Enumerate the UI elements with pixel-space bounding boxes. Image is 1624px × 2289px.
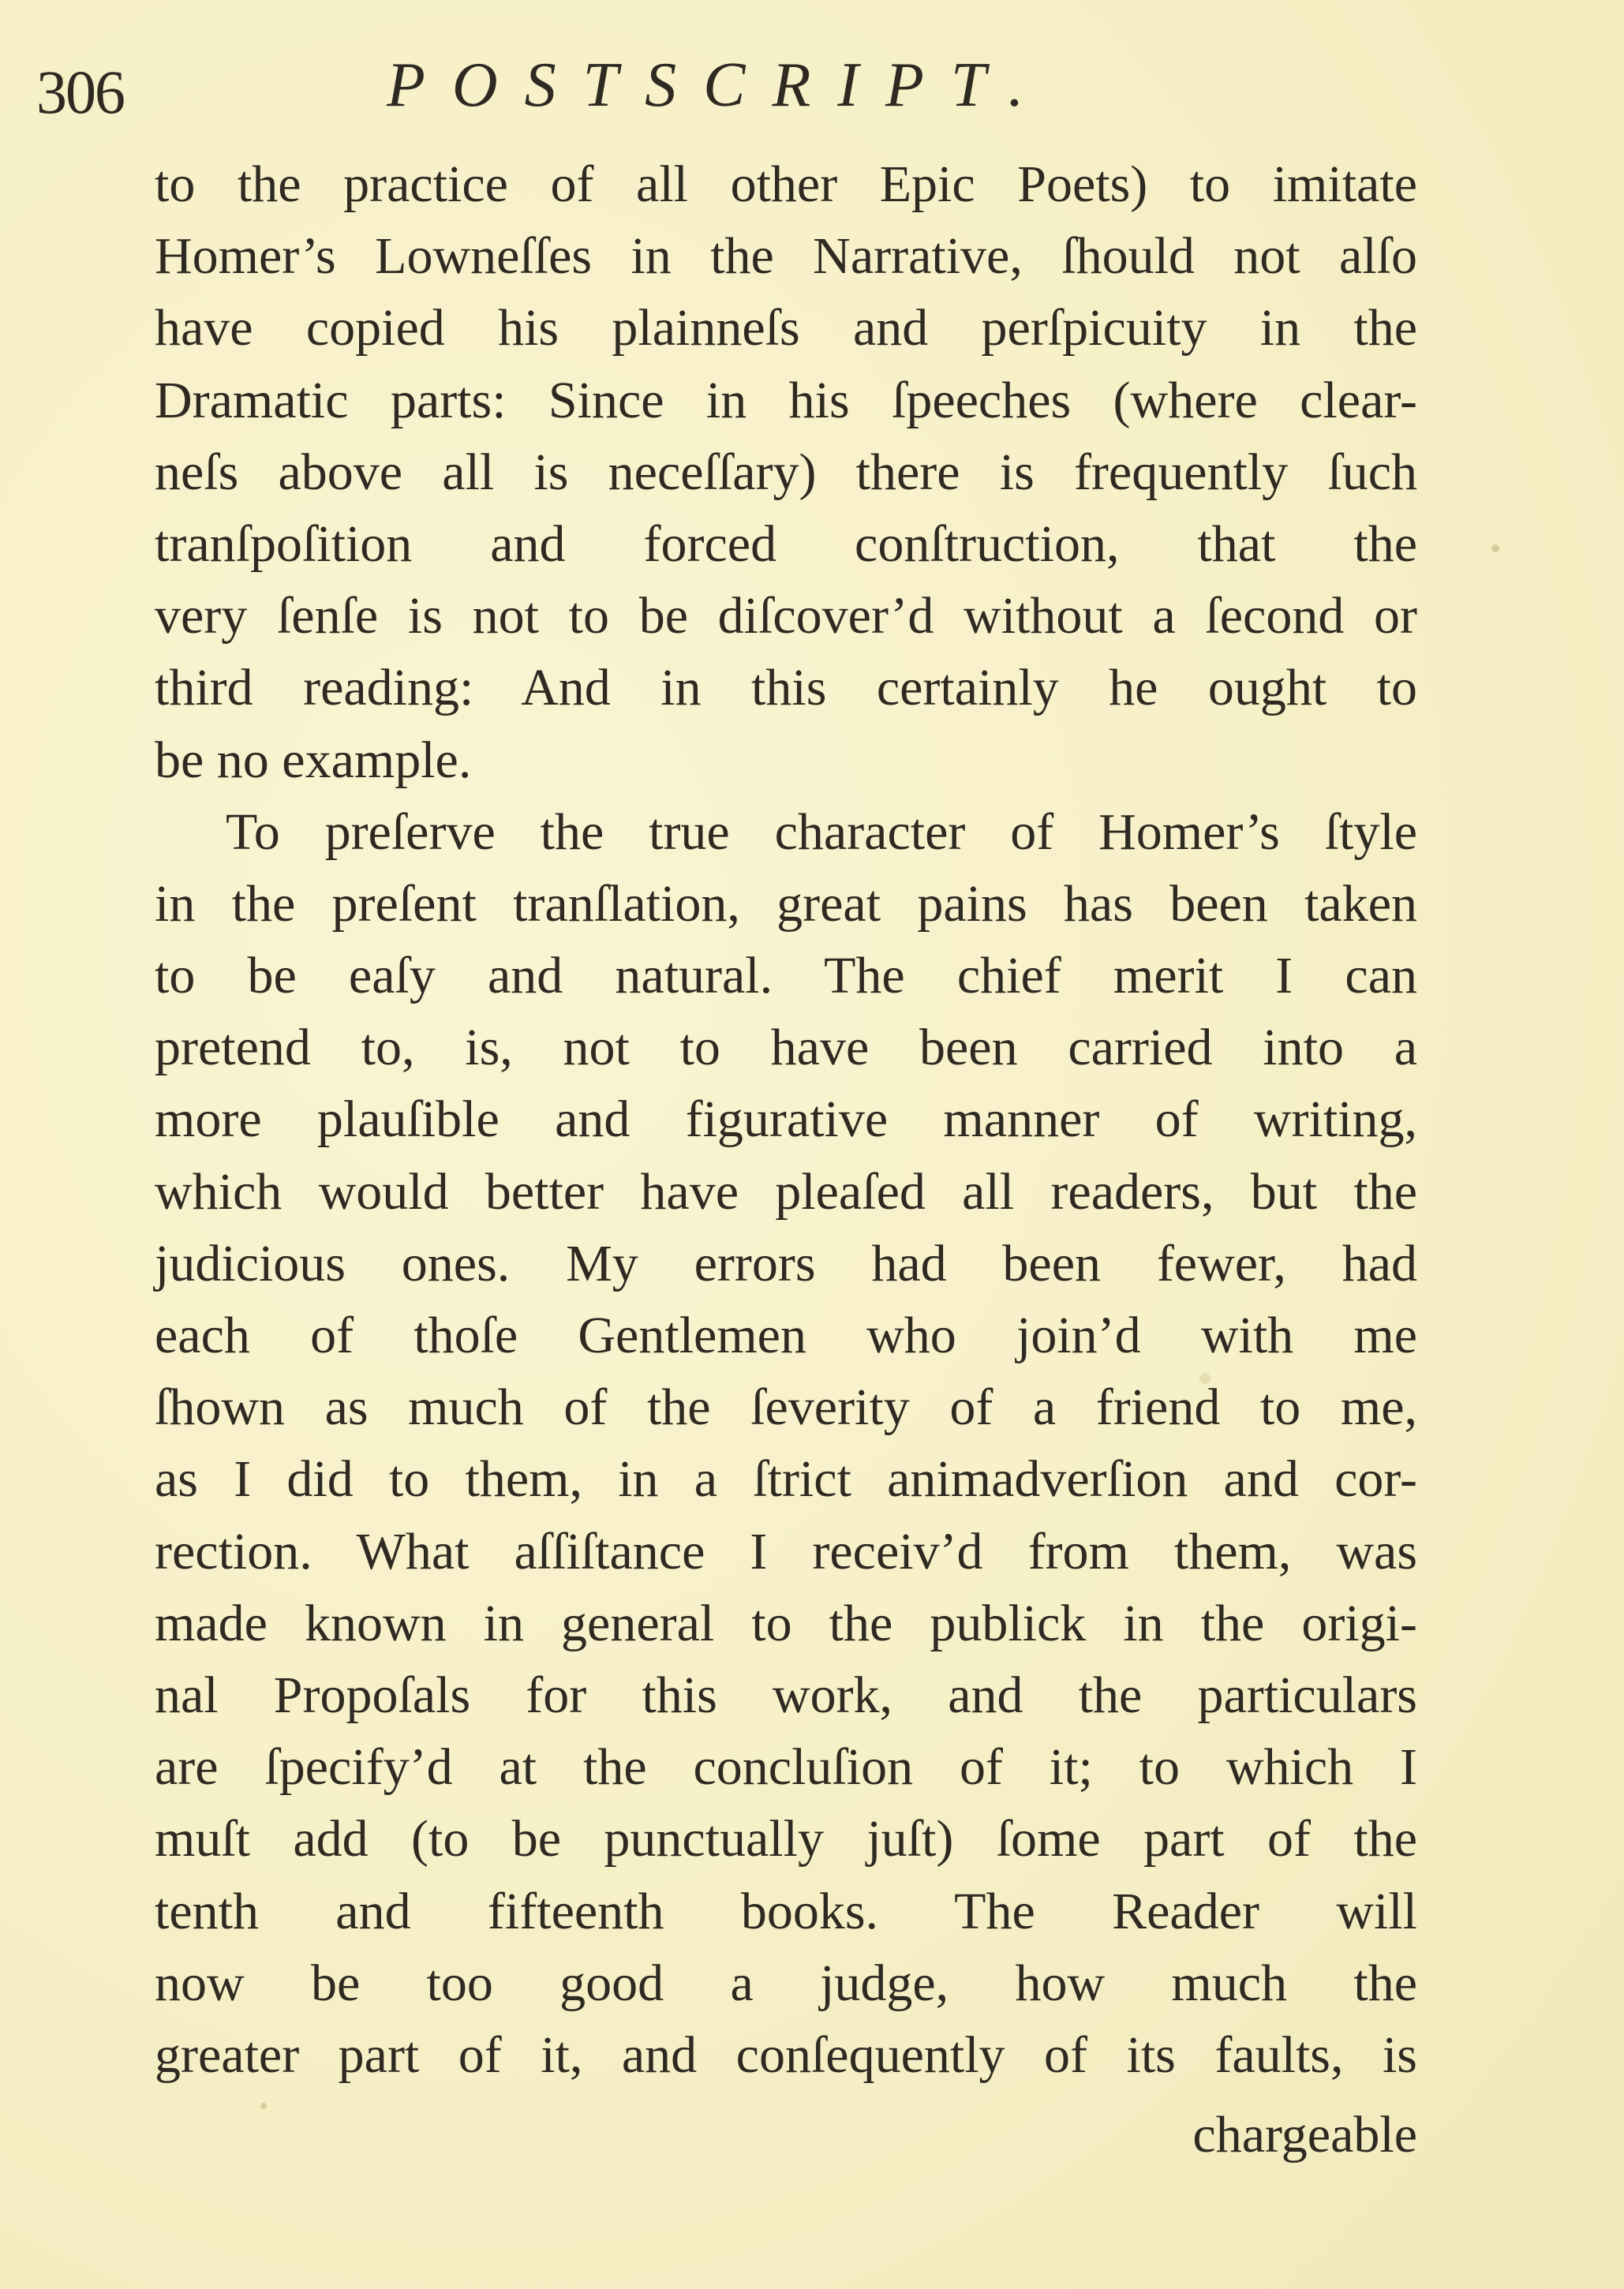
- text-line: each of thoſe Gentlemen who join’d with me: [155, 1307, 1417, 1364]
- text-line: have copied his plainneſs and perſpicuity in the: [155, 299, 1417, 357]
- text-line: more plauſible and figurative manner of writing,: [155, 1090, 1417, 1149]
- text-line: pretend to, is, not to have been carried into a: [155, 1019, 1417, 1077]
- text-line: are ſpecify’d at the concluſion of it; to which I: [155, 1738, 1417, 1797]
- page-number: 306: [36, 58, 124, 126]
- text-line: to be eaſy and natural. The chief merit I can: [155, 947, 1417, 1005]
- text-line: Homer’s Lowneſſes in the Narrative, ſhould not alſo: [155, 227, 1417, 286]
- text-line: neſs above all is neceſſary) there is frequently ſuch: [155, 443, 1417, 501]
- text-line: be no example.: [155, 731, 472, 789]
- text-line: judicious ones. My errors had been fewer, had: [155, 1234, 1417, 1292]
- text-line: To preſerve the true character of Homer’s ſtyle: [226, 802, 1417, 861]
- paper-speck: [260, 2103, 267, 2109]
- text-line: Dramatic parts: Since in his ſpeeches (where clear-: [155, 371, 1417, 429]
- paper-speck: [1491, 544, 1499, 552]
- text-line: tranſpoſition and forced conſtruction, that the: [155, 514, 1417, 573]
- text-line: rection. What aſſiſtance I receiv’d from them, was: [155, 1522, 1417, 1580]
- text-line: to the practice of all other Epic Poets) to imitate: [155, 155, 1417, 213]
- text-line: nal Propoſals for this work, and the particulars: [155, 1666, 1417, 1724]
- catchword: chargeable: [1192, 2106, 1417, 2164]
- text-line: now be too good a judge, how much the: [155, 1954, 1417, 2012]
- text-line: muſt add (to be punctually juſt) ſome part of the: [155, 1810, 1417, 1868]
- running-head: POSTSCRIPT.: [387, 50, 1051, 120]
- text-line: which would better have pleaſed all readers, but the: [155, 1162, 1417, 1221]
- paper-speck: [1199, 1373, 1211, 1384]
- body-text: [155, 148, 1417, 2091]
- text-line: made known in general to the publick in the origi-: [155, 1594, 1417, 1652]
- text-line: third reading: And in this certainly he ought to: [155, 659, 1417, 717]
- text-line: tenth and fifteenth books. The Reader will: [155, 1882, 1417, 1940]
- text-line: in the preſent tranſlation, great pains has been taken: [155, 874, 1417, 933]
- text-line: ſhown as much of the ſeverity of a friend to me,: [155, 1378, 1417, 1437]
- text-line: very ſenſe is not to be diſcover’d without a ſecond or: [155, 587, 1417, 645]
- text-line: greater part of it, and conſequently of its faults, is: [155, 2025, 1417, 2084]
- text-line: as I did to them, in a ſtrict animadverſion and cor-: [155, 1450, 1417, 1509]
